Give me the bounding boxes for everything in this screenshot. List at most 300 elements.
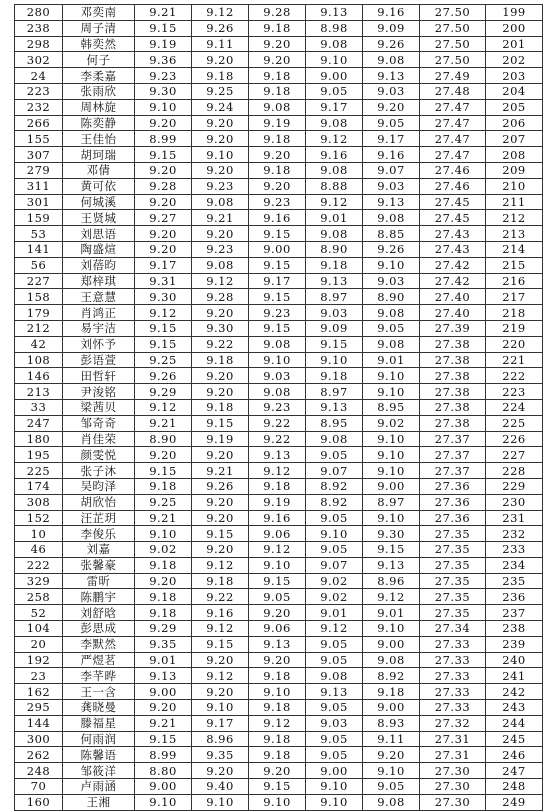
score3-cell: 9.19 (249, 494, 306, 510)
name-cell: 周林旋 (63, 99, 135, 115)
score1-cell: 9.17 (135, 257, 192, 273)
rank-cell: 238 (486, 621, 543, 637)
score2-cell: 9.25 (192, 83, 249, 99)
score3-cell: 9.18 (249, 478, 306, 494)
rank-cell: 211 (486, 194, 543, 210)
total-cell: 27.47 (420, 99, 486, 115)
rank-cell: 212 (486, 210, 543, 226)
score2-cell: 9.20 (192, 494, 249, 510)
name-cell: 李默然 (63, 636, 135, 652)
score4-cell: 9.05 (306, 652, 363, 668)
score1-cell: 9.01 (135, 652, 192, 668)
score4-cell: 9.08 (306, 668, 363, 684)
score1-cell: 9.25 (135, 494, 192, 510)
score3-cell: 9.23 (249, 399, 306, 415)
table-row (15, 494, 543, 510)
total-cell: 27.33 (420, 700, 486, 716)
total-cell: 27.45 (420, 210, 486, 226)
score3-cell: 9.20 (249, 178, 306, 194)
score2-cell: 9.26 (192, 20, 249, 36)
score5-cell: 9.02 (363, 415, 420, 431)
rank-cell: 213 (486, 226, 543, 242)
score5-cell: 9.20 (363, 99, 420, 115)
score3-cell: 9.22 (249, 415, 306, 431)
score2-cell: 9.12 (192, 557, 249, 573)
score1-cell: 9.13 (135, 668, 192, 684)
table-row (15, 273, 543, 289)
score5-cell: 9.00 (363, 478, 420, 494)
table-row (15, 605, 543, 621)
name-cell: 严煜茗 (63, 652, 135, 668)
total-cell: 27.38 (420, 415, 486, 431)
score4-cell: 9.08 (306, 226, 363, 242)
rank-cell: 240 (486, 652, 543, 668)
table-row (15, 526, 543, 542)
total-cell: 27.30 (420, 794, 486, 810)
id-cell: 155 (15, 131, 63, 147)
id-cell: 262 (15, 747, 63, 763)
score4-cell: 9.03 (306, 305, 363, 321)
score5-cell: 8.85 (363, 226, 420, 242)
score3-cell: 9.18 (249, 700, 306, 716)
score4-cell: 9.05 (306, 510, 363, 526)
name-cell: 彭思成 (63, 621, 135, 637)
rank-cell: 233 (486, 542, 543, 558)
name-cell: 何雨润 (63, 731, 135, 747)
score5-cell: 9.08 (363, 305, 420, 321)
score2-cell: 9.20 (192, 763, 249, 779)
score1-cell: 9.19 (135, 36, 192, 52)
name-cell: 刘嘉 (63, 542, 135, 558)
score3-cell: 9.18 (249, 668, 306, 684)
score3-cell: 9.15 (249, 226, 306, 242)
score4-cell: 9.07 (306, 463, 363, 479)
name-cell: 汪芷玥 (63, 510, 135, 526)
score2-cell: 9.23 (192, 178, 249, 194)
id-cell: 311 (15, 178, 63, 194)
rank-cell: 217 (486, 289, 543, 305)
score1-cell: 9.21 (135, 510, 192, 526)
score3-cell: 9.15 (249, 320, 306, 336)
score2-cell: 9.12 (192, 668, 249, 684)
id-cell: 33 (15, 399, 63, 415)
score5-cell: 9.05 (363, 320, 420, 336)
score1-cell: 9.15 (135, 731, 192, 747)
table-row (15, 320, 543, 336)
score5-cell: 9.16 (363, 147, 420, 163)
table-row (15, 573, 543, 589)
score3-cell: 9.03 (249, 368, 306, 384)
score1-cell: 9.20 (135, 241, 192, 257)
score2-cell: 9.20 (192, 684, 249, 700)
score1-cell: 9.12 (135, 305, 192, 321)
score1-cell: 9.28 (135, 178, 192, 194)
score1-cell: 9.15 (135, 336, 192, 352)
total-cell: 27.39 (420, 320, 486, 336)
name-cell: 卢雨涵 (63, 779, 135, 795)
score4-cell: 9.10 (306, 352, 363, 368)
rank-cell: 219 (486, 320, 543, 336)
score3-cell: 9.28 (249, 5, 306, 21)
score5-cell: 8.95 (363, 399, 420, 415)
score4-cell: 8.95 (306, 415, 363, 431)
total-cell: 27.47 (420, 147, 486, 163)
total-cell: 27.31 (420, 731, 486, 747)
score1-cell: 9.30 (135, 83, 192, 99)
rank-cell: 248 (486, 779, 543, 795)
score2-cell: 9.15 (192, 526, 249, 542)
score5-cell: 8.93 (363, 715, 420, 731)
score5-cell: 9.17 (363, 131, 420, 147)
total-cell: 27.38 (420, 384, 486, 400)
total-cell: 27.35 (420, 526, 486, 542)
total-cell: 27.50 (420, 20, 486, 36)
table-row (15, 20, 543, 36)
score2-cell: 9.20 (192, 384, 249, 400)
rank-cell: 239 (486, 636, 543, 652)
score3-cell: 9.18 (249, 20, 306, 36)
score2-cell: 9.20 (192, 131, 249, 147)
score5-cell: 9.08 (363, 52, 420, 68)
score3-cell: 9.15 (249, 573, 306, 589)
rank-cell: 241 (486, 668, 543, 684)
rank-cell: 235 (486, 573, 543, 589)
table-row (15, 241, 543, 257)
id-cell: 52 (15, 605, 63, 621)
score4-cell: 9.01 (306, 605, 363, 621)
name-cell: 胡珂瑞 (63, 147, 135, 163)
score5-cell: 9.00 (363, 700, 420, 716)
rank-cell: 223 (486, 384, 543, 400)
score4-cell: 9.07 (306, 557, 363, 573)
score3-cell: 9.18 (249, 162, 306, 178)
table-row (15, 336, 543, 352)
score1-cell: 9.21 (135, 5, 192, 21)
score5-cell: 9.05 (363, 115, 420, 131)
score2-cell: 9.30 (192, 320, 249, 336)
score2-cell: 9.19 (192, 431, 249, 447)
score1-cell: 9.02 (135, 542, 192, 558)
id-cell: 232 (15, 99, 63, 115)
score2-cell: 9.10 (192, 700, 249, 716)
score3-cell: 9.10 (249, 794, 306, 810)
score2-cell: 9.17 (192, 715, 249, 731)
score1-cell: 9.29 (135, 384, 192, 400)
total-cell: 27.40 (420, 289, 486, 305)
score3-cell: 9.13 (249, 447, 306, 463)
score5-cell: 8.90 (363, 289, 420, 305)
score5-cell: 9.03 (363, 83, 420, 99)
id-cell: 24 (15, 68, 63, 84)
name-cell: 陈鹏宇 (63, 589, 135, 605)
score5-cell: 9.30 (363, 526, 420, 542)
score3-cell: 9.22 (249, 431, 306, 447)
score1-cell: 9.29 (135, 621, 192, 637)
score4-cell: 9.13 (306, 273, 363, 289)
table-row (15, 384, 543, 400)
score2-cell: 9.12 (192, 621, 249, 637)
score3-cell: 9.20 (249, 36, 306, 52)
name-cell: 张馨豪 (63, 557, 135, 573)
score3-cell: 9.15 (249, 779, 306, 795)
table-row (15, 52, 543, 68)
table-row (15, 99, 543, 115)
id-cell: 225 (15, 463, 63, 479)
table-row (15, 684, 543, 700)
table-row (15, 131, 543, 147)
name-cell: 王意慧 (63, 289, 135, 305)
id-cell: 212 (15, 320, 63, 336)
name-cell: 何子 (63, 52, 135, 68)
id-cell: 144 (15, 715, 63, 731)
rank-cell: 222 (486, 368, 543, 384)
rank-cell: 207 (486, 131, 543, 147)
score1-cell: 9.20 (135, 226, 192, 242)
score2-cell: 9.08 (192, 194, 249, 210)
table-row (15, 447, 543, 463)
rank-cell: 236 (486, 589, 543, 605)
table-row (15, 226, 543, 242)
score1-cell: 9.15 (135, 320, 192, 336)
total-cell: 27.50 (420, 5, 486, 21)
id-cell: 195 (15, 447, 63, 463)
score4-cell: 9.09 (306, 320, 363, 336)
score4-cell: 8.88 (306, 178, 363, 194)
score2-cell: 9.22 (192, 336, 249, 352)
score3-cell: 9.20 (249, 147, 306, 163)
score4-cell: 9.02 (306, 589, 363, 605)
score5-cell: 9.01 (363, 352, 420, 368)
score5-cell: 9.10 (363, 621, 420, 637)
score1-cell: 9.20 (135, 447, 192, 463)
rank-cell: 218 (486, 305, 543, 321)
name-cell: 韩奕然 (63, 36, 135, 52)
name-cell: 张雨欣 (63, 83, 135, 99)
rank-cell: 243 (486, 700, 543, 716)
name-cell: 黄可依 (63, 178, 135, 194)
score3-cell: 9.10 (249, 557, 306, 573)
table-row (15, 715, 543, 731)
table-row (15, 162, 543, 178)
score4-cell: 9.18 (306, 257, 363, 273)
id-cell: 152 (15, 510, 63, 526)
rank-cell: 214 (486, 241, 543, 257)
total-cell: 27.40 (420, 305, 486, 321)
table-row (15, 589, 543, 605)
score1-cell: 9.20 (135, 115, 192, 131)
rank-cell: 202 (486, 52, 543, 68)
id-cell: 223 (15, 83, 63, 99)
name-cell: 王贤城 (63, 210, 135, 226)
total-cell: 27.35 (420, 573, 486, 589)
id-cell: 179 (15, 305, 63, 321)
score1-cell: 9.25 (135, 352, 192, 368)
name-cell: 梁茜贝 (63, 399, 135, 415)
rank-cell: 206 (486, 115, 543, 131)
score4-cell: 9.12 (306, 131, 363, 147)
score4-cell: 9.05 (306, 542, 363, 558)
total-cell: 27.45 (420, 194, 486, 210)
table-row (15, 368, 543, 384)
score5-cell: 9.07 (363, 162, 420, 178)
score2-cell: 9.18 (192, 352, 249, 368)
name-cell: 肖鸿正 (63, 305, 135, 321)
score3-cell: 9.08 (249, 336, 306, 352)
score5-cell: 8.92 (363, 668, 420, 684)
score3-cell: 9.10 (249, 684, 306, 700)
total-cell: 27.49 (420, 68, 486, 84)
total-cell: 27.38 (420, 336, 486, 352)
score3-cell: 9.08 (249, 384, 306, 400)
score5-cell: 9.20 (363, 747, 420, 763)
score1-cell: 8.90 (135, 431, 192, 447)
rank-cell: 224 (486, 399, 543, 415)
rank-cell: 209 (486, 162, 543, 178)
score5-cell: 9.10 (363, 447, 420, 463)
id-cell: 248 (15, 763, 63, 779)
id-cell: 23 (15, 668, 63, 684)
name-cell: 邹奇奇 (63, 415, 135, 431)
id-cell: 180 (15, 431, 63, 447)
score5-cell: 9.13 (363, 194, 420, 210)
score2-cell: 9.40 (192, 779, 249, 795)
score4-cell: 9.16 (306, 147, 363, 163)
table-row (15, 700, 543, 716)
id-cell: 42 (15, 336, 63, 352)
score3-cell: 9.16 (249, 210, 306, 226)
id-cell: 146 (15, 368, 63, 384)
name-cell: 王一含 (63, 684, 135, 700)
score5-cell: 9.08 (363, 210, 420, 226)
score4-cell: 9.08 (306, 431, 363, 447)
score1-cell: 9.15 (135, 463, 192, 479)
id-cell: 307 (15, 147, 63, 163)
rank-cell: 200 (486, 20, 543, 36)
score4-cell: 9.08 (306, 115, 363, 131)
id-cell: 238 (15, 20, 63, 36)
table-row (15, 289, 543, 305)
score5-cell: 9.18 (363, 684, 420, 700)
score3-cell: 9.19 (249, 115, 306, 131)
score5-cell: 9.10 (363, 510, 420, 526)
score5-cell: 9.08 (363, 794, 420, 810)
total-cell: 27.42 (420, 273, 486, 289)
score2-cell: 9.20 (192, 510, 249, 526)
score5-cell: 9.08 (363, 652, 420, 668)
score2-cell: 9.15 (192, 636, 249, 652)
id-cell: 141 (15, 241, 63, 257)
rank-cell: 216 (486, 273, 543, 289)
total-cell: 27.33 (420, 652, 486, 668)
rank-cell: 244 (486, 715, 543, 731)
score3-cell: 9.17 (249, 273, 306, 289)
score5-cell: 9.08 (363, 336, 420, 352)
score2-cell: 9.08 (192, 257, 249, 273)
score3-cell: 9.20 (249, 52, 306, 68)
score3-cell: 9.20 (249, 605, 306, 621)
score5-cell: 9.09 (363, 20, 420, 36)
score3-cell: 9.12 (249, 463, 306, 479)
score4-cell: 9.05 (306, 700, 363, 716)
score2-cell: 9.26 (192, 478, 249, 494)
score1-cell: 9.18 (135, 557, 192, 573)
score4-cell: 9.05 (306, 747, 363, 763)
total-cell: 27.35 (420, 557, 486, 573)
name-cell: 陶盛煊 (63, 241, 135, 257)
score1-cell: 9.18 (135, 589, 192, 605)
score2-cell: 9.20 (192, 115, 249, 131)
total-cell: 27.38 (420, 368, 486, 384)
table-row (15, 305, 543, 321)
score4-cell: 9.00 (306, 763, 363, 779)
score5-cell: 9.12 (363, 589, 420, 605)
score3-cell: 9.18 (249, 68, 306, 84)
score-table-body (15, 5, 543, 811)
score4-cell: 9.10 (306, 794, 363, 810)
score2-cell: 9.21 (192, 463, 249, 479)
id-cell: 108 (15, 352, 63, 368)
total-cell: 27.38 (420, 399, 486, 415)
name-cell: 何城溪 (63, 194, 135, 210)
score4-cell: 9.10 (306, 779, 363, 795)
score2-cell: 9.20 (192, 542, 249, 558)
table-row (15, 463, 543, 479)
total-cell: 27.50 (420, 36, 486, 52)
score3-cell: 9.00 (249, 241, 306, 257)
score5-cell: 9.11 (363, 731, 420, 747)
score3-cell: 9.12 (249, 542, 306, 558)
name-cell: 邓奕南 (63, 5, 135, 21)
score5-cell: 9.00 (363, 636, 420, 652)
score1-cell: 8.99 (135, 131, 192, 147)
rank-cell: 247 (486, 763, 543, 779)
id-cell: 53 (15, 226, 63, 242)
total-cell: 27.35 (420, 589, 486, 605)
score4-cell: 9.01 (306, 210, 363, 226)
table-row (15, 731, 543, 747)
table-row (15, 478, 543, 494)
score2-cell: 9.18 (192, 68, 249, 84)
rank-cell: 230 (486, 494, 543, 510)
score1-cell: 9.30 (135, 289, 192, 305)
score5-cell: 9.05 (363, 779, 420, 795)
score2-cell: 9.20 (192, 162, 249, 178)
score3-cell: 9.18 (249, 731, 306, 747)
score2-cell: 9.16 (192, 605, 249, 621)
score2-cell: 9.11 (192, 36, 249, 52)
score3-cell: 9.16 (249, 510, 306, 526)
total-cell: 27.42 (420, 257, 486, 273)
id-cell: 160 (15, 794, 63, 810)
score3-cell: 9.06 (249, 621, 306, 637)
total-cell: 27.43 (420, 241, 486, 257)
score3-cell: 9.20 (249, 652, 306, 668)
table-row (15, 779, 543, 795)
table-row (15, 794, 543, 810)
total-cell: 27.47 (420, 115, 486, 131)
score4-cell: 8.97 (306, 289, 363, 305)
id-cell: 302 (15, 52, 63, 68)
score2-cell: 9.20 (192, 447, 249, 463)
rank-cell: 246 (486, 747, 543, 763)
total-cell: 27.43 (420, 226, 486, 242)
table-row (15, 636, 543, 652)
score3-cell: 9.08 (249, 99, 306, 115)
score5-cell: 9.26 (363, 241, 420, 257)
score2-cell: 9.20 (192, 226, 249, 242)
table-row (15, 747, 543, 763)
score5-cell: 9.10 (363, 368, 420, 384)
